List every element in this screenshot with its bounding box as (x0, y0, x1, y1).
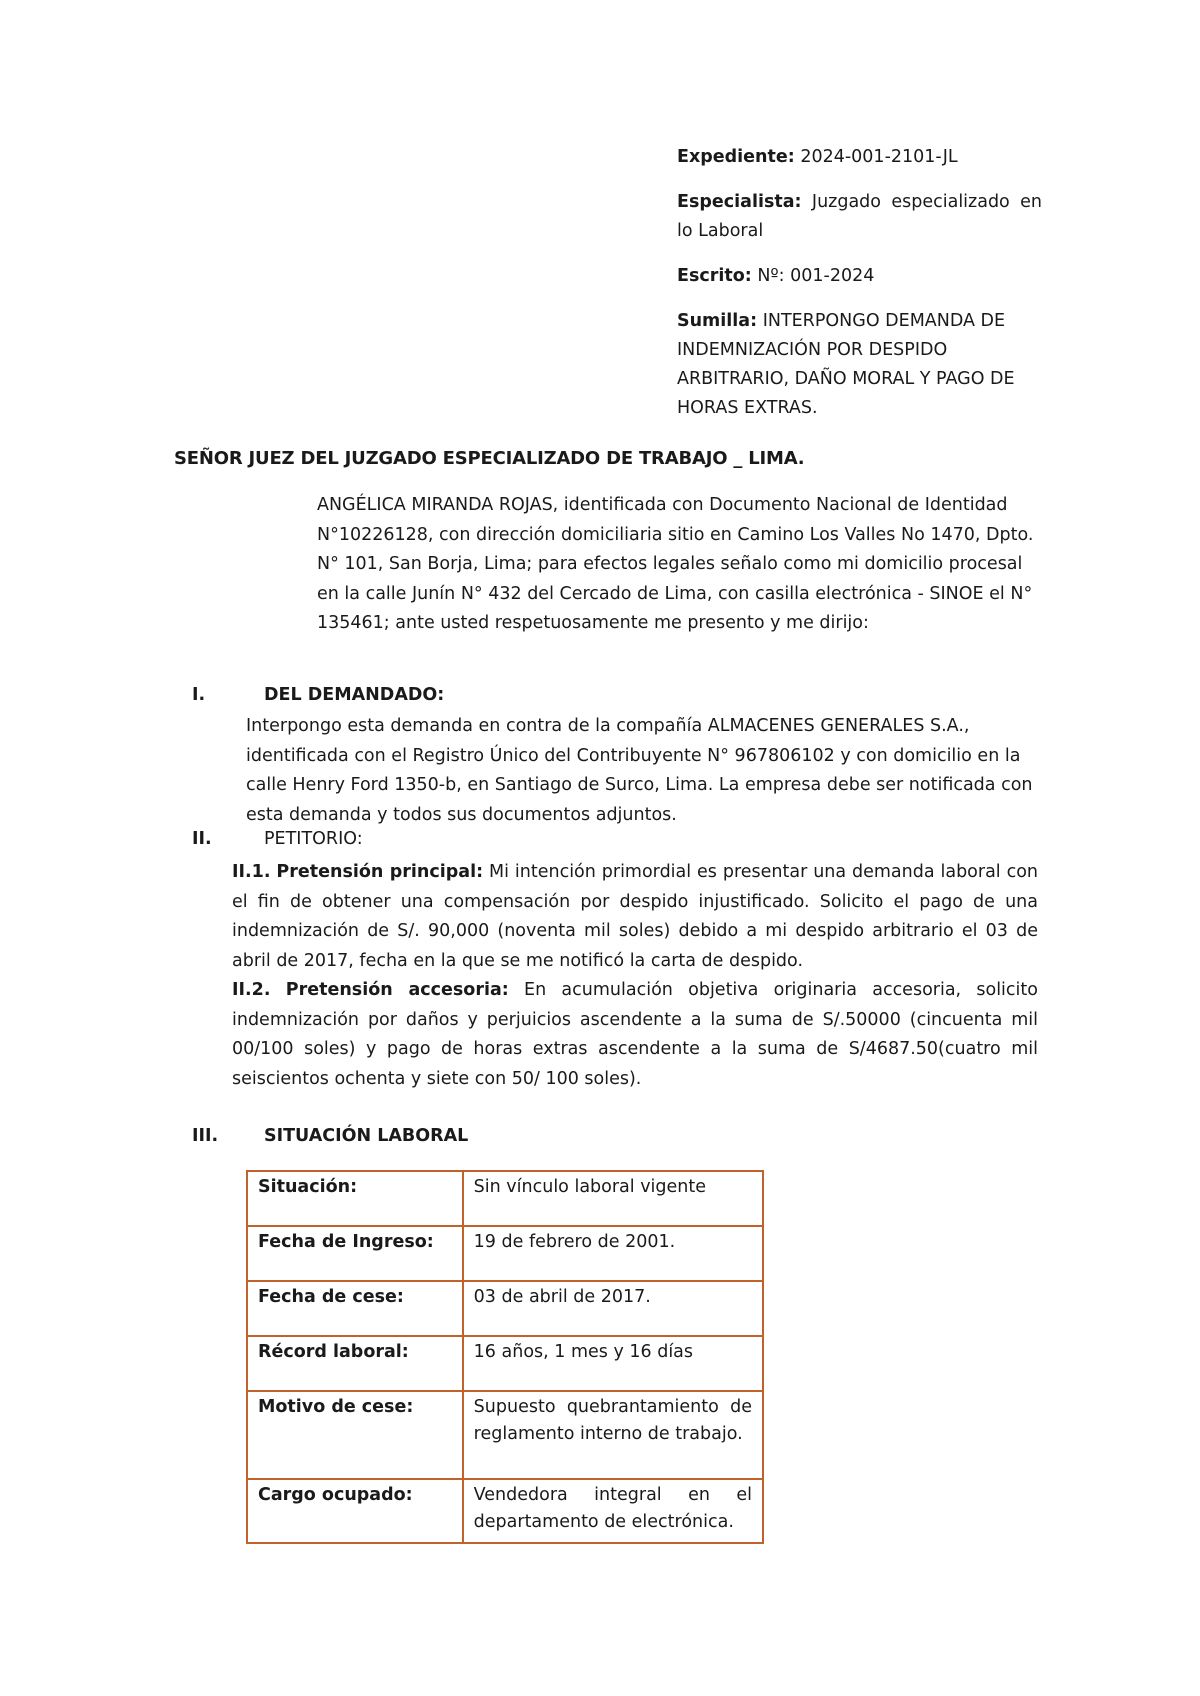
judge-heading: SEÑOR JUEZ DEL JUZGADO ESPECIALIZADO DE TRABAJO _ LIMA. (174, 448, 805, 469)
especialista-label: Especialista: (677, 192, 802, 212)
table-key: Motivo de cese: (247, 1391, 463, 1479)
table-key: Récord laboral: (247, 1336, 463, 1391)
escrito-value: Nº: 001-2024 (757, 266, 875, 286)
section-number: II. (192, 829, 212, 849)
table-value: 19 de febrero de 2001. (463, 1226, 763, 1281)
table-value: Vendedora integral en el departamento de electrónica. (463, 1479, 763, 1543)
table-key: Cargo ocupado: (247, 1479, 463, 1543)
section-number: III. (192, 1126, 219, 1146)
sumilla-label: Sumilla: (677, 311, 758, 331)
table-row (247, 1479, 763, 1543)
table-row (247, 1336, 763, 1391)
especialista-value: Juzgado especializado en lo Laboral (677, 192, 1042, 241)
sub-label: Pretensión accesoria: (285, 980, 509, 1000)
sub-label: Pretensión principal: (276, 862, 484, 882)
section-title: PETITORIO: (264, 829, 363, 849)
pretension-principal (232, 858, 1038, 976)
case-header (677, 143, 1042, 439)
sumilla-value: INTERPONGO DEMANDA DE INDEMNIZACIÓN POR DESPIDO ARBITRARIO, DAÑO MORAL Y PAGO DE HORAS EXTRAS. (677, 311, 1015, 418)
escrito-field (677, 262, 1042, 291)
table-key: Fecha de cese: (247, 1281, 463, 1336)
table-value: 03 de abril de 2017. (463, 1281, 763, 1336)
sumilla-field (677, 307, 1042, 423)
pretension-accesoria (232, 976, 1038, 1094)
especialista-field (677, 188, 1042, 246)
section-number: I. (192, 685, 206, 705)
table-value: Supuesto quebrantamiento de reglamento interno de trabajo. (463, 1391, 763, 1479)
table-row (247, 1171, 763, 1226)
table-row (247, 1281, 763, 1336)
intro-paragraph: ANGÉLICA MIRANDA ROJAS, identificada con Documento Nacional de Identidad N°10226128, con dirección domiciliaria sitio en Camino Los Valles No 1470, Dpto. N° 101, San Borja, Lima; para efectos legales señalo como mi domicilio procesal en la calle Junín N° 432 del Cercado de Lima, con casilla electrónica - SINOE el N° 135461; ante usted respetuosamente me presento y me dirijo: (317, 495, 1034, 633)
sub-number: II.1. (232, 862, 271, 882)
table-key: Situación: (247, 1171, 463, 1226)
expediente-label: Expediente: (677, 147, 795, 167)
expediente-field (677, 143, 1042, 172)
table-value: 16 años, 1 mes y 16 días (463, 1336, 763, 1391)
section-title: DEL DEMANDADO: (264, 685, 445, 705)
sub-number: II.2. (232, 980, 271, 1000)
table-value: Sin vínculo laboral vigente (463, 1171, 763, 1226)
escrito-label: Escrito: (677, 266, 752, 286)
table-row (247, 1226, 763, 1281)
employment-table (246, 1170, 764, 1544)
sub-text: En acumulación objetiva originaria accesoria, solicito indemnización por daños y perjuicios ascendente a la suma de S/.50000 (cincuenta mil 00/100 soles) y pago de horas extras ascendente a la suma de S/4687.50(cuatro mil seiscientos ochenta y siete con 50/ 100 soles). (232, 980, 1038, 1089)
table-row (247, 1391, 763, 1479)
demandado-paragraph: Interpongo esta demanda en contra de la compañía ALMACENES GENERALES S.A., identificada con el Registro Único del Contribuyente N° 967806102 y con domicilio en la calle Henry Ford 1350-b, en Santiago de Surco, Lima. La empresa debe ser notificada con esta demanda y todos sus documentos adjuntos. (246, 716, 1033, 825)
table-key: Fecha de Ingreso: (247, 1226, 463, 1281)
expediente-value: 2024-001-2101-JL (800, 147, 958, 167)
section-title: SITUACIÓN LABORAL (264, 1126, 469, 1146)
sub-text: Mi intención primordial es presentar una demanda laboral con el fin de obtener una compensación por despido injustificado. Solicito el pago de una indemnización de S/. 90,000 (noventa mil soles) debido a mi despido arbitrario el 03 de abril de 2017, fecha en la que se me notificó la carta de despido. (232, 862, 1038, 971)
